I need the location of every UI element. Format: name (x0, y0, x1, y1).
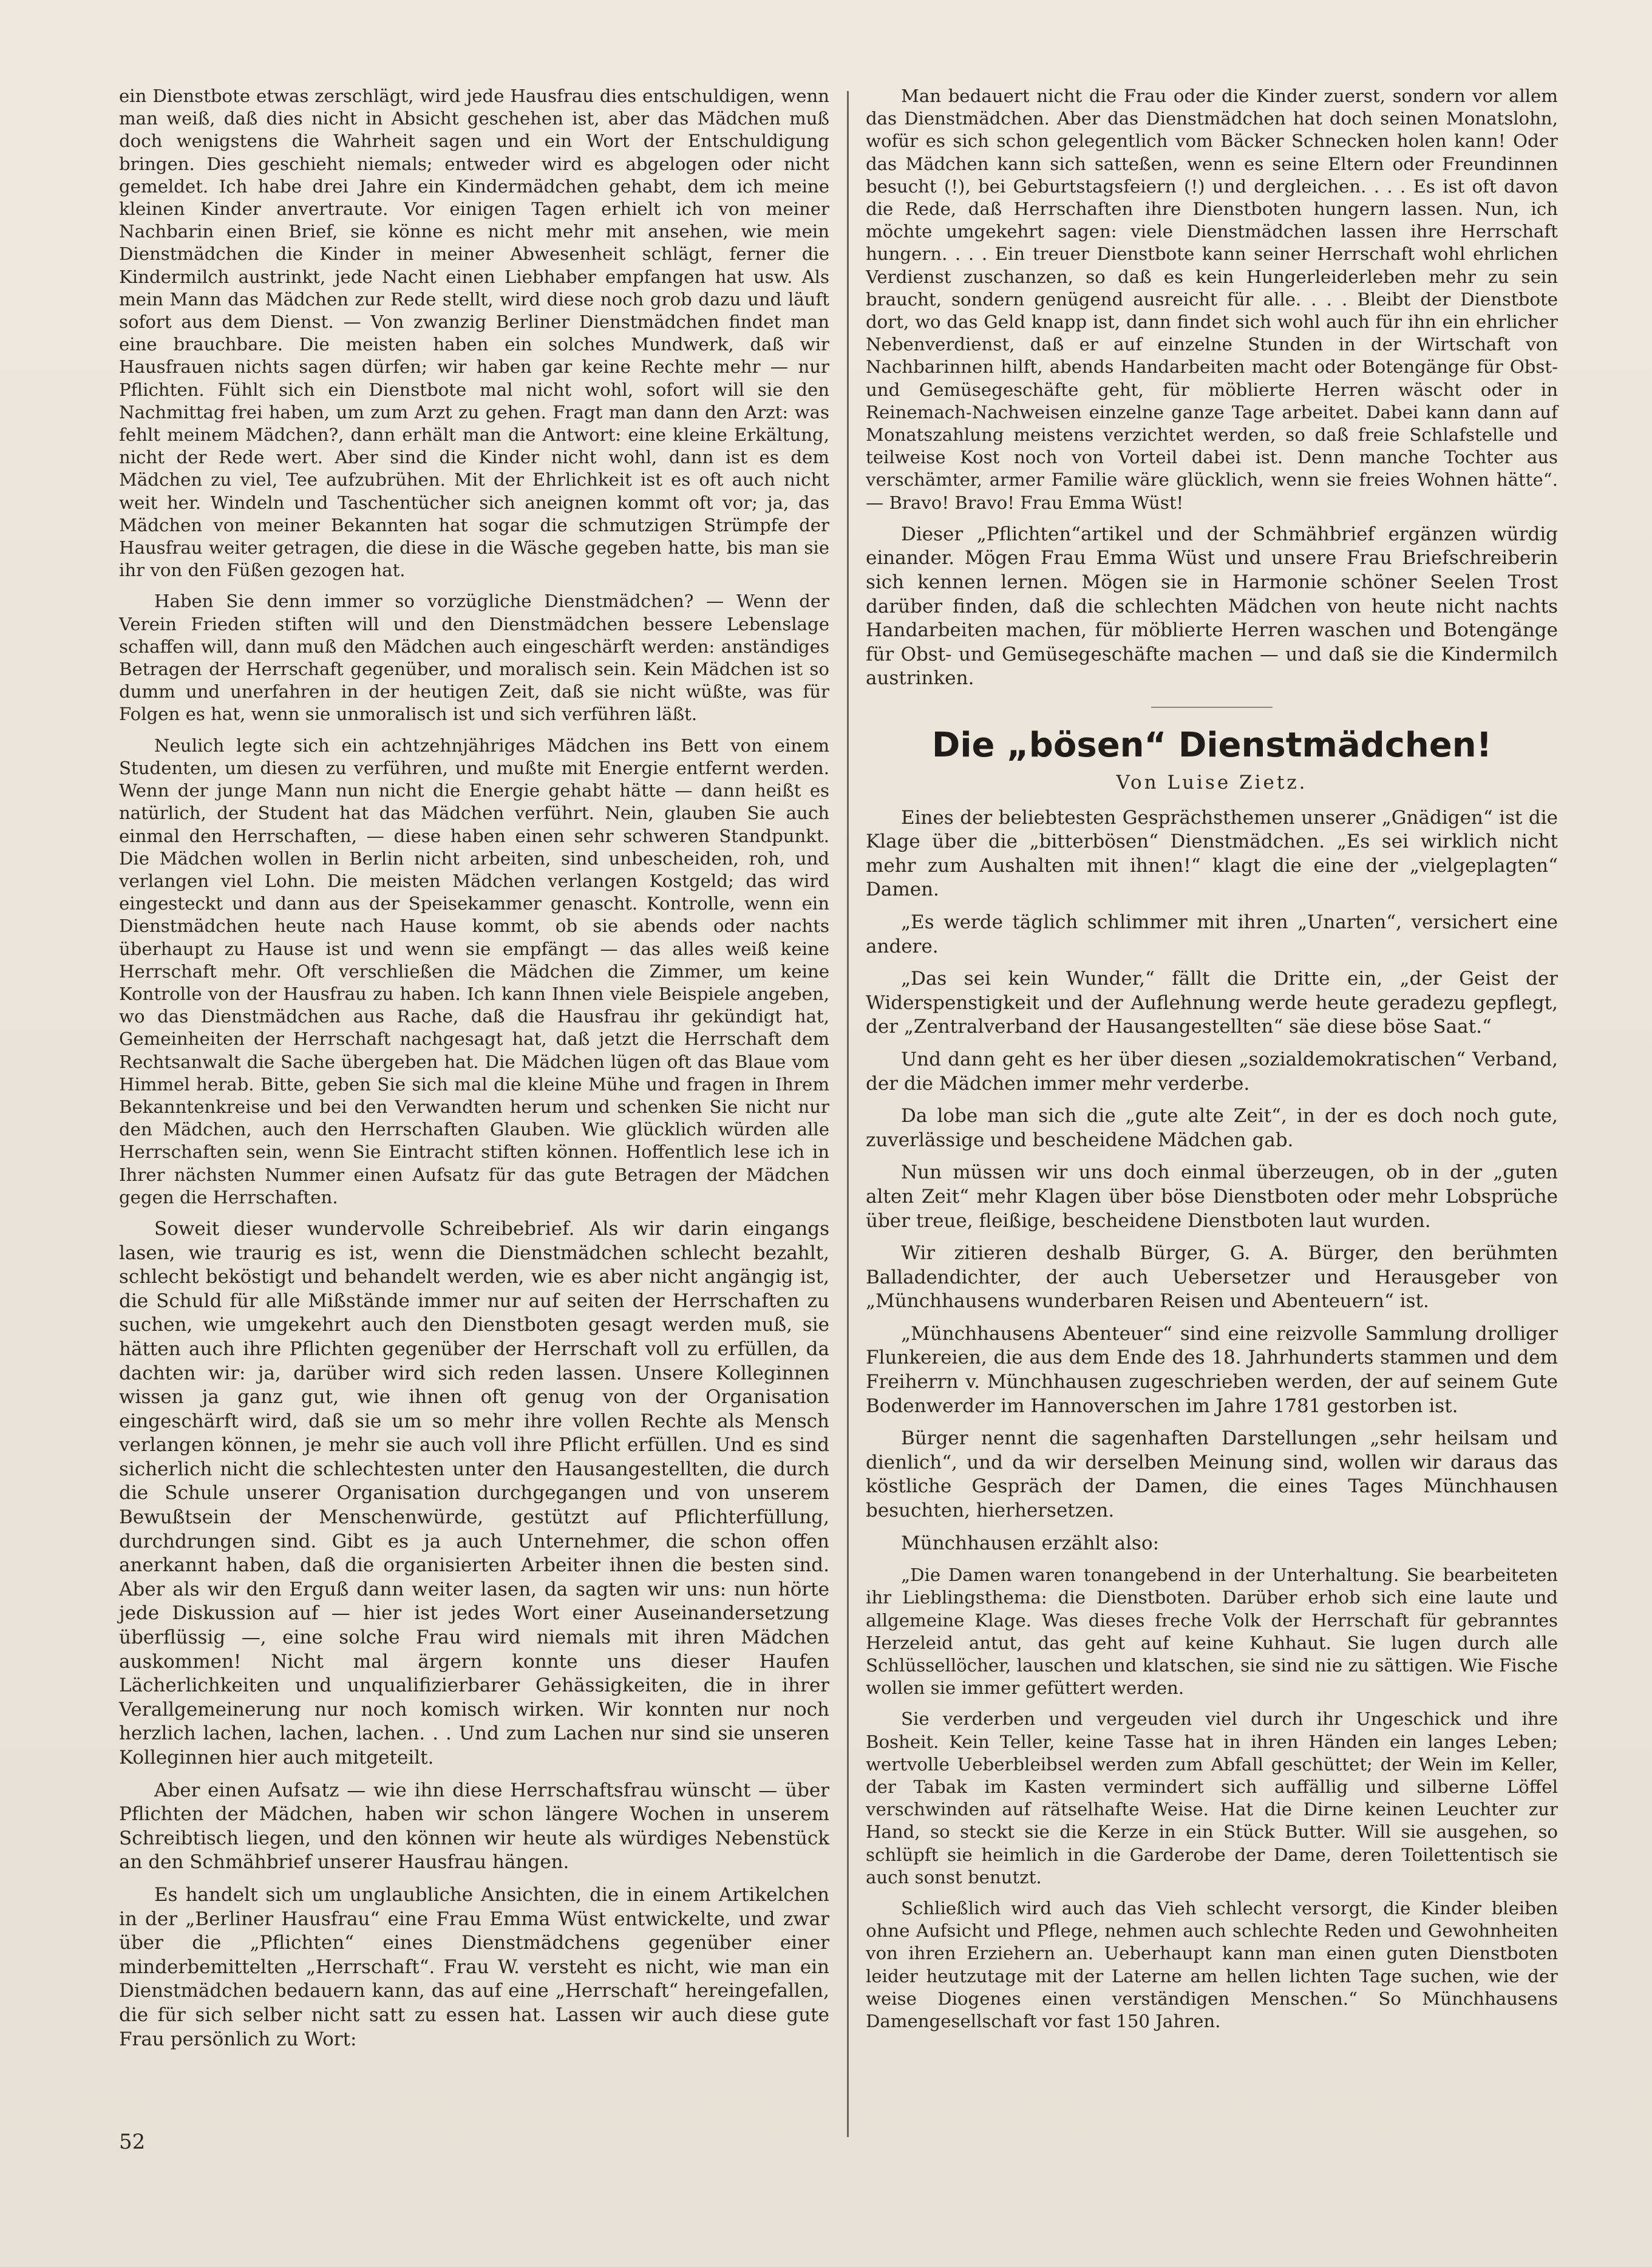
commentary-paragraph: Es handelt sich um unglaubliche Ansichten, die in einem Artikelchen in der „Berliner Hausfrau“ eine Frau Emma Wüst entwickelte, und zwar über die „Pflichten“ eines Dienstmädchens gegenüber einer minderbemittelten „Herrschaft“. Frau W. versteht es nicht, wie man ein Dienstmädchen bedauern kann, das auf eine „Herrschaft“ hereingefallen, die für sich selber nicht satt zu essen hat. Lassen wir auch diese gute Frau persönlich zu Wort: (119, 1883, 829, 2050)
column-divider (847, 91, 849, 2137)
article-paragraph: Bürger nennt die sagenhaften Darstellungen „sehr heilsam und dienlich“, und da wir derselben Meinung sind, wollen wir daraus das köstliche Gespräch der Damen, die eines Tages Münchhausen besuchten, hierhersetzen. (866, 1427, 1558, 1522)
article-paragraph: Wir zitieren deshalb Bürger, G. A. Bürger, den berühmten Balladendichter, der auch Uebersetzer und Herausgeber von „Münchhausens wunderbaren Reisen und Abenteuern“ ist. (866, 1242, 1558, 1313)
article-paragraph: Und dann geht es her über diesen „sozialdemokratischen“ Verband, der die Mädchen immer mehr verderbe. (866, 1048, 1558, 1095)
article-quote-paragraph: Schließlich wird auch das Vieh schlecht versorgt, die Kinder bleiben ohne Aufsicht und Pflege, nehmen auch schlechte Reden und Gewohnheiten von ihren Erziehern an. Ueberhaupt kann man einen guten Dienstboten leider heutzutage mit der Laterne am hellen lichten Tage suchen, wie der weise Diogenes einen verständigen Menschen.“ So Münchhausens Damengesellschaft vor fast 150 Jahren. (866, 1898, 1558, 2032)
section-divider (1151, 707, 1273, 708)
letter-paragraph: Haben Sie denn immer so vorzügliche Dienstmädchen? — Wenn der Verein Frieden stiften will und den Dienstmädchen bessere Lebenslage schaffen will, dann muß den Mädchen auch eingeschärft werden: anständiges Betragen der Herrschaft gegenüber, und moralisch sein. Kein Mädchen ist so dumm und unerfahren in der heutigen Zeit, daß sie nicht wüßte, was für Folgen es hat, wenn sie unmoralisch ist und sich verführen läßt. (119, 591, 829, 725)
letter-paragraph: Neulich legte sich ein achtzehnjähriges Mädchen ins Bett von einem Studenten, um diesen zu verführen, und mußte mit Energie entfernt werden. Wenn der junge Mann nun nicht die Energie gehabt hätte — dann heißt es natürlich, der Student hat das Mädchen verführt. Nein, glauben Sie auch einmal den Herrschaften, — diese haben einen sehr schweren Standpunkt. Die Mädchen wollen in Berlin nicht arbeiten, sind unbescheiden, roh, und verlangen viel Lohn. Die meisten Mädchen verlangen Kostgeld; das wird eingesteckt und dann aus der Speisekammer genascht. Kontrolle, wenn ein Dienstmädchen heute nach Hause kommt, ob sie abends oder nachts überhaupt zu Hause ist und wenn sie empfängt — das alles weiß keine Herrschaft mehr. Oft verschließen die Mädchen die Zimmer, um keine Kontrolle von der Hausfrau zu haben. Ich kann Ihnen viele Beispiele angeben, wo das Dienstmädchen aus Rache, daß die Hausfrau ihr gekündigt hat, Gemeinheiten der Herrschaft nachgesagt hat, daß jetzt die Herrschaft dem Rechtsanwalt die Sache übergeben hat. Die Mädchen lügen oft das Blaue vom Himmel herab. Bitte, geben Sie sich mal die kleine Mühe und fragen in Ihrem Bekanntenkreise und bei den Verwandten herum und schenken Sie nicht nur den Mädchen, auch den Herrschaften Glauben. Wie glücklich würden alle Herrschaften sein, wenn Sie Eintracht stiften können. Hoffentlich lese ich in Ihrer nächsten Nummer einen Aufsatz für das gute Betragen der Mädchen gegen die Herrschaften. (119, 735, 829, 1208)
article-title: Die „bösen“ Dienstmädchen! (931, 726, 1492, 766)
quoted-paragraph: Man bedauert nicht die Frau oder die Kinder zuerst, sondern vor allem das Dienstmädchen. Aber das Dienstmädchen hat doch seinen Monatslohn, wofür es sich schon gelegentlich vom Bäcker Schnecken holen kann! Oder das Mädchen kann sich satteßen, wenn es seine Eltern oder Freundinnen besucht (!), bei Geburtstagsfeiern (!) und dergleichen. . . . Es ist oft davon die Rede, daß Herrschaften ihre Dienstboten hungern lassen. Nun, ich möchte umgekehrt sagen: viele Dienstmädchen lassen ihre Herrschaft hungern. . . . Ein treuer Dienstbote kann seiner Herrschaft wohl ehrlichen Verdienst zuschanzen, so daß es kein Hungerleiderleben mehr zu sein braucht, sondern genügend ausreicht für alle. . . . Bleibt der Dienstbote dort, wo das Geld knapp ist, dann findet sich wohl auch für ihn ein ehrlicher Nebenverdienst, daß er auf einzelne Stunden in der Wirtschaft von Nachbarinnen hilft, abends Handarbeiten macht oder Botengänge für Obst- und Gemüsegeschäfte geht, für möblierte Herren wäscht oder in Reinemach-Nachweisen einzelne ganze Tage arbeitet. Dabei kann dann auf Monatszahlung meistens verzichtet werden, so daß freie Schlafstelle und teilweise Kost noch von Vorteil dabei ist. Denn manche Tochter aus verschämter, armer Familie wäre glücklich, wenn sie freies Wohnen hätte“. — Bravo! Bravo! Frau Emma Wüst! (866, 86, 1558, 513)
commentary-paragraph: Soweit dieser wundervolle Schreibebrief. Als wir darin eingangs lasen, wie traurig es ist, wenn die Dienstmädchen schlecht bezahlt, schlecht beköstigt und behandelt werden, wie es aber nicht angängig ist, die Schuld für alle Mißstände immer nur auf seiten der Herrschaften zu suchen, wie umgekehrt auch den Dienstboten gesagt werden muß, sie hätten auch ihre Pflichten gegenüber der Herrschaft voll zu erfüllen, da dachten wir: ja, darüber wird sich reden lassen. Unsere Kolleginnen wissen ja ganz gut, wie ihnen oft genug von der Organisation eingeschärft wird, daß sie um so mehr ihre vollen Rechte als Mensch verlangen können, je mehr sie auch voll ihre Pflicht erfüllen. Und es sind sicherlich nicht die schlechtesten unter den Hausangestellten, die durch die Schule unserer Organisation durchgegangen und von unserem Bewußtsein der Menschenwürde, gestützt auf Pflichterfüllung, durchdrungen sind. Gibt es ja auch Unternehmer, die schon offen anerkannt haben, daß die organisierten Arbeiter ihnen die besten sind. Aber als wir den Erguß dann weiter lasen, da sagten wir uns: nun hörte jede Diskussion auf — hier ist jedes Wort einer Auseinandersetzung überflüssig —, eine solche Frau wird niemals mit ihren Mädchen auskommen! Nicht mal ärgern konnte uns dieser Haufen Lächerlichkeiten und unqualifizierbarer Gehässigkeiten, die in ihrer Verallgemeinerung nur noch komisch wirken. Wir konnten nur noch herzlich lachen, lachen, lachen. . . Und zum Lachen nur sind sie unseren Kolleginnen hier auch mitgeteilt. (119, 1217, 829, 1769)
page-number: 52 (119, 2130, 146, 2154)
article-quote-paragraph: „Die Damen waren tonangebend in der Unterhaltung. Sie bearbeiteten ihr Lieblingsthema: die Dienstboten. Darüber erhob sich eine laute und allgemeine Klage. Was dieses freche Volk der Herrschaft für gebranntes Herzeleid antut, das geht auf keine Kuhhaut. Sie lugen durch alle Schlüssellöcher, lauschen und klatschen, sie sind nie zu sättigen. Wie Fische wollen sie immer gefüttert werden. (866, 1565, 1558, 1699)
letter-paragraph: ein Dienstbote etwas zerschlägt, wird jede Hausfrau dies entschuldigen, wenn man weiß, daß dies nicht in Absicht geschehen ist, aber das Mädchen muß doch wenigstens die Wahrheit sagen und ein Wort der Entschuldigung bringen. Dies geschieht niemals; entweder wird es abgelogen oder nicht gemeldet. Ich habe drei Jahre ein Kindermädchen gehabt, dem ich meine kleinen Kinder anvertraute. Vor einigen Tagen erhielt ich von meiner Nachbarin einen Brief, sie könne es nicht mehr mit ansehen, wie mein Dienstmädchen die Kinder in meiner Abwesenheit schlägt, ferner die Kindermilch austrinkt, jede Nacht einen Liebhaber empfangen hat usw. Als mein Mann das Mädchen zur Rede stellt, wird diese noch grob dazu und läuft sofort aus dem Dienst. — Von zwanzig Berliner Dienstmädchen findet man eine brauchbare. Die meisten haben ein solches Mundwerk, daß wir Hausfrauen nichts sagen dürfen; wir haben gar keine Rechte mehr — nur Pflichten. Fühlt sich ein Dienstbote mal nicht wohl, sofort will sie den Nachmittag frei haben, um zum Arzt zu gehen. Fragt man dann den Arzt: was fehlt meinem Mädchen?, dann erhält man die Antwort: eine kleine Erkältung, nicht der Rede wert. Aber sind die Kinder nicht wohl, dann ist es dem Mädchen zu viel, Tee aufzubrühen. Mit der Ehrlichkeit ist es oft auch nicht weit her. Windeln und Taschentücher sich aneignen kommt oft vor; ja, das Mädchen von meiner Bekannten hat sogar die schmutzigen Strümpfe der Hausfrau weiter getragen, die diese in die Wäsche gegeben hatte, bis man sie ihr von den Füßen gezogen hat. (119, 86, 829, 581)
right-column (866, 85, 1558, 2041)
commentary-paragraph: Dieser „Pflichten“artikel und der Schmähbrief ergänzen würdig einander. Mögen Frau Emma Wüst und unsere Frau Briefschreiberin sich kennen lernen. Mögen sie in Harmonie schöner Seelen Trost darüber finden, daß die schlechten Mädchen von heute nicht nachts Handarbeiten machen, für möblierte Herren waschen und Botengänge für Obst- und Gemüsegeschäfte machen — und daß sie die Kindermilch austrinken. (866, 523, 1558, 690)
article-paragraph: Da lobe man sich die „gute alte Zeit“, in der es doch noch gute, zuverlässige und bescheidene Mädchen gab. (866, 1105, 1558, 1151)
left-column (119, 85, 829, 2060)
commentary-paragraph: Aber einen Aufsatz — wie ihn diese Herrschaftsfrau wünscht — über Pflichten der Mädchen, haben wir schon längere Wochen in unserem Schreibtisch liegen, und den können wir heute als würdiges Nebenstück an den Schmähbrief unserer Hausfrau hängen. (119, 1779, 829, 1874)
article-paragraph: „Das sei kein Wunder,“ fällt die Dritte ein, „der Geist der Widerspenstigkeit und der Auflehnung werde heute geradezu gepflegt, der „Zentralverband der Hausangestellten“ säe diese böse Saat.“ (866, 968, 1558, 1038)
article-paragraph: Münchhausen erzählt also: (901, 1532, 1160, 1554)
article-paragraph: Eines der beliebtesten Gesprächsthemen unserer „Gnädigen“ ist die Klage über die „bitterbösen“ Dienstmädchen. „Es sei wirklich nicht mehr zum Aushalten mit ihnen!“ klagt die eine der „vielgeplagten“ Damen. (866, 806, 1558, 901)
article-paragraph: Nun müssen wir uns doch einmal überzeugen, ob in der „guten alten Zeit“ mehr Klagen über böse Dienstboten oder mehr Lobsprüche über treue, fleißige, bescheidene Dienstboten laut wurden. (866, 1161, 1558, 1232)
article-quote-paragraph: Sie verderben und vergeuden viel durch ihr Ungeschick und ihre Bosheit. Kein Teller, keine Tasse hat in ihren Händen ein langes Leben; wertvolle Ueberbleibsel werden zum Abfall geschüttet; der Wein im Keller, der Tabak im Kasten vermindert sich auffällig und silberne Löffel verschwinden auf rätselhafte Weise. Hat die Dirne keinen Leuchter zur Hand, so steckt sie die Kerze in ein Stück Butter. Will sie ausgehen, so schlüpft sie heimlich in die Garderobe der Dame, deren Toilettentisch sie auch sonst benutzt. (866, 1708, 1558, 1888)
article-byline: Von Luise Zietz. (1116, 772, 1308, 794)
article-paragraph: „Es werde täglich schlimmer mit ihren „Unarten“, versichert eine andere. (866, 911, 1558, 957)
article-paragraph: „Münchhausens Abenteuer“ sind eine reizvolle Sammlung drolliger Flunkereien, die aus dem Ende des 18. Jahrhunderts stammen und dem Freiherrn v. Münchhausen zugeschrieben werden, der auf seinem Gute Bodenwerder im Hannoverschen im Jahre 1781 gestorben ist. (866, 1322, 1558, 1417)
